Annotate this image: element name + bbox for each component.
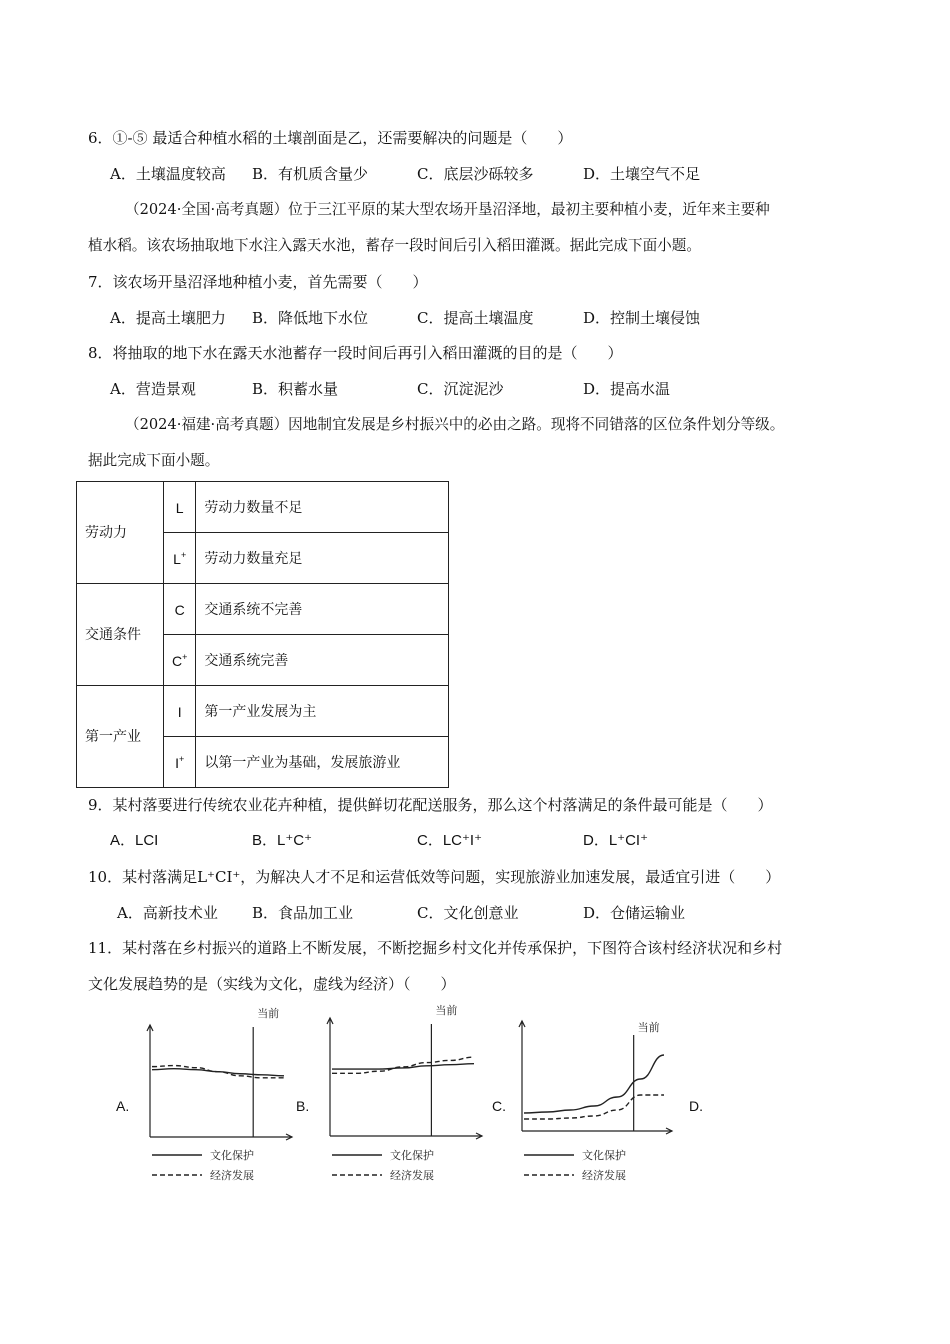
- q10-stem: 10．某村落满足L⁺CI⁺，为解决人才不足和运营低效等问题，实现旅游业加速发展，最适宜引进（ ）: [88, 868, 781, 886]
- legend-dashed-label: 经济发展: [582, 1170, 626, 1182]
- desc-cell: 劳动力数量不足: [196, 482, 449, 533]
- q8-stem: 8．将抽取的地下水在露天水池蓄存一段时间后再引入稻田灌溉的目的是（ ）: [88, 344, 623, 362]
- now-label: 当前: [257, 1008, 280, 1020]
- desc-cell: 以第一产业为基础，发展旅游业: [196, 737, 449, 788]
- chart-option-d-label: D.: [689, 1098, 703, 1114]
- q10-option-c: C．文化创意业: [417, 904, 519, 922]
- q9-option-a: A．LCI: [110, 832, 159, 849]
- legend-dashed-label: 经济发展: [390, 1170, 434, 1182]
- q11-stem-line2: 文化发展趋势的是（实线为文化，虚线为经济）（ ）: [88, 975, 456, 993]
- economy-series-line: [524, 1095, 664, 1119]
- table-row: [77, 686, 449, 737]
- chart-panel-b: [318, 1000, 493, 1190]
- desc-cell: 交通系统完善: [196, 635, 449, 686]
- q9-stem: 9．某村落要进行传统农业花卉种植，提供鲜切花配送服务，那么这个村落满足的条件最可能是（ ）: [88, 796, 773, 814]
- q7-stem: 7．该农场开垦沼泽地种植小麦，首先需要（ ）: [88, 273, 428, 291]
- culture-series-line: [524, 1055, 664, 1113]
- intro1-line1: （2024·全国·高考真题）位于三江平原的某大型农场开垦沼泽地，最初主要种植小麦，近年来主要种: [125, 201, 770, 218]
- legend-dashed-label: 经济发展: [210, 1170, 254, 1182]
- culture-series-line: [332, 1064, 474, 1069]
- now-label: 当前: [435, 1005, 458, 1017]
- q8-option-c: C．沉淀泥沙: [417, 380, 504, 398]
- legend-solid-label: 文化保护: [582, 1150, 626, 1162]
- desc-cell: 劳动力数量充足: [196, 533, 449, 584]
- desc-cell: 第一产业发展为主: [196, 686, 449, 737]
- q6-option-b: B．有机质含量少: [252, 165, 369, 183]
- now-label: 当前: [637, 1022, 660, 1034]
- q10-option-b: B．食品加工业: [252, 904, 354, 922]
- intro2-line1: （2024·福建·高考真题）因地制宜发展是乡村振兴中的必由之路。现将不同错落的区位条件划分等级。: [125, 416, 785, 433]
- q9-option-c: C．LC⁺I⁺: [417, 832, 483, 849]
- desc-cell: 交通系统不完善: [196, 584, 449, 635]
- q11-stem-line1: 11．某村落在乡村振兴的道路上不断发展，不断挖掘乡村文化并传承保护，下图符合该村经济状况和乡村: [88, 939, 783, 957]
- q6-option-d: D．土壤空气不足: [583, 165, 701, 183]
- category-labor: 劳动力: [77, 482, 164, 584]
- grading-table: [76, 481, 449, 788]
- q6-option-a: A．土壤温度较高: [110, 165, 226, 183]
- q9-option-d: D．L⁺CI⁺: [583, 832, 649, 849]
- chart-option-b-label: B.: [296, 1098, 310, 1114]
- q7-option-b: B．降低地下水位: [252, 309, 369, 327]
- intro1-line2: 植水稻。该农场抽取地下水注入露天水池，蓄存一段时间后引入稻田灌溉。据此完成下面小题。: [88, 237, 701, 254]
- category-primary-industry: 第一产业: [77, 686, 164, 788]
- q8-option-b: B．积蓄水量: [252, 380, 339, 398]
- chart-panel-a: [140, 1005, 300, 1190]
- intro2-line2: 据此完成下面小题。: [88, 452, 220, 469]
- code-cell: L: [164, 482, 196, 533]
- code-cell: C: [164, 584, 196, 635]
- q8-option-d: D．提高水温: [583, 380, 671, 398]
- table-row: [77, 482, 449, 533]
- legend-solid-label: 文化保护: [390, 1150, 434, 1162]
- q7-option-c: C．提高土壤温度: [417, 309, 534, 327]
- q6-option-c: C．底层沙砾较多: [417, 165, 534, 183]
- code-cell: C+: [164, 635, 196, 686]
- chart-panel-c: [510, 1015, 680, 1190]
- economy-series-line: [152, 1066, 284, 1078]
- q9-option-b: B．L⁺C⁺: [252, 832, 313, 849]
- table-row: [77, 584, 449, 635]
- chart-option-a-label: A.: [116, 1098, 130, 1114]
- q10-option-d: D．仓储运输业: [583, 904, 686, 922]
- category-transport: 交通条件: [77, 584, 164, 686]
- q7-option-a: A．提高土壤肥力: [110, 309, 226, 327]
- code-cell: I: [164, 686, 196, 737]
- q8-option-a: A．营造景观: [110, 380, 196, 398]
- q7-option-d: D．控制土壤侵蚀: [583, 309, 701, 327]
- code-cell: I+: [164, 737, 196, 788]
- legend-solid-label: 文化保护: [210, 1150, 254, 1162]
- q6-stem: 6．①-⑤ 最适合种植水稻的土壤剖面是乙，还需要解决的问题是（ ）: [88, 129, 573, 147]
- q10-option-a: A．高新技术业: [117, 904, 218, 922]
- code-cell: L+: [164, 533, 196, 584]
- chart-option-c-label: C.: [492, 1098, 506, 1114]
